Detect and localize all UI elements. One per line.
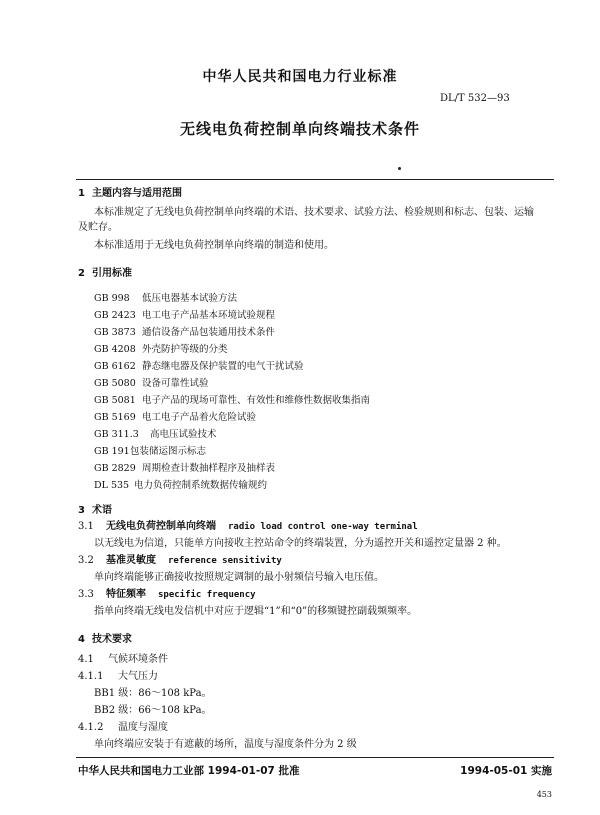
term-3-1-description: 以无线电为信道，只能单方向接收主控站命令的终端装置，分为遥控开关和遥控定量器 2 种。: [94, 538, 507, 549]
reference-standard-row: [94, 324, 275, 338]
term-number: 3.1: [78, 521, 94, 532]
term-3-3-description: 指单向终端无线电发信机中对应于逻辑“1”和“0”的移频键控副载频频率。: [94, 606, 418, 617]
subsection-title: 气候环境条件: [108, 654, 168, 665]
bb1-pressure: BB1 级：86～108 kPa。: [94, 688, 212, 699]
standard-code: GB 6162: [94, 361, 136, 372]
standard-code: GB 5081: [94, 395, 136, 406]
section-1-heading: [78, 184, 182, 199]
bb2-pressure: BB2 级：66～108 kPa。: [94, 705, 212, 716]
reference-standard-row: [94, 375, 209, 389]
implementation-date: 1994-05-01 实施: [460, 765, 552, 777]
term-3-2-description: 单向终端能够正确接收按照规定调制的最小射频信号输入电压值。: [94, 572, 384, 583]
standard-name: 电力负荷控制系统数据传输规约: [134, 480, 268, 491]
reference-standard-row: [94, 392, 370, 406]
term-3-3: [78, 588, 256, 602]
standard-code: GB 191: [94, 446, 130, 457]
reference-standard-row: [94, 307, 275, 321]
section-title: 技术要求: [92, 634, 132, 645]
section-1-paragraph-2: 本标准适用于无线电负荷控制单向终端的制造和使用。: [94, 240, 334, 251]
standard-name: 设备可靠性试验: [142, 378, 209, 389]
standard-name: 通信设备产品包装通用技术条件: [142, 327, 276, 338]
section-2-heading: [78, 264, 132, 279]
reference-standard-row: [94, 341, 228, 355]
term-number: 3.3: [78, 589, 94, 600]
section-number: 1: [78, 188, 85, 199]
section-title: 主题内容与适用范围: [92, 188, 182, 199]
subsection-title: 大气压力: [118, 671, 158, 682]
document-number: DL/T 532—93: [440, 93, 510, 104]
standard-name: 外壳防护等级的分类: [142, 344, 228, 355]
standard-name: 高电压试验技术: [150, 429, 217, 440]
reference-standard-row: [94, 409, 256, 423]
subsection-title: 温度与湿度: [118, 722, 168, 733]
section-number: 2: [78, 268, 85, 279]
standard-code: GB 5169: [94, 412, 136, 423]
subsection-4-1-2-description: 单向终端应安装于有遮蔽的场所，温度与湿度条件分为 2 级: [94, 739, 357, 750]
reference-standard-row: [94, 443, 206, 457]
standard-code: DL 535: [94, 480, 130, 491]
standard-code: GB 2829: [94, 463, 136, 474]
approval-line: 中华人民共和国电力工业部 1994-01-07 批准: [78, 765, 300, 777]
subsection-4-1-2: [78, 721, 168, 735]
subsection-number: 4.1: [78, 654, 94, 665]
ministry-heading: 中华人民共和国电力行业标准: [202, 69, 398, 85]
standard-code: GB 311.3: [94, 429, 139, 440]
term-chinese: 特征频率: [106, 589, 146, 600]
term-3-1: [78, 520, 418, 534]
reference-standard-row: [94, 426, 217, 440]
section-title: 引用标准: [92, 268, 132, 279]
subsection-number: 4.1.2: [78, 722, 104, 733]
standard-code: GB 5080: [94, 378, 136, 389]
reference-standard-row: [94, 358, 304, 372]
section-number: 4: [78, 634, 85, 645]
subsection-number: 4.1.1: [78, 671, 104, 682]
standard-name: 电工电子产品基本环境试验规程: [142, 310, 276, 321]
subsection-4-1-1: [78, 670, 158, 684]
standard-name: 低压电器基本试验方法: [142, 293, 238, 304]
standard-code: GB 4208: [94, 344, 136, 355]
standard-code: GB 998: [94, 293, 130, 304]
reference-standard-row: [94, 460, 275, 474]
standard-name: 电子产品的现场可靠性、有效性和维修性数据收集指南: [142, 395, 371, 406]
standard-code: GB 3873: [94, 327, 136, 338]
standard-name: 周期检查计数抽样程序及抽样表: [142, 463, 276, 474]
reference-standard-row: [94, 477, 267, 491]
section-4-heading: [78, 630, 132, 645]
reference-standard-row: [94, 290, 237, 304]
standard-name: 包装储运图示标志: [130, 446, 207, 457]
subsection-4-1: [78, 653, 168, 667]
standard-name: 电工电子产品着火危险试验: [142, 412, 257, 423]
section-1-paragraph-1-line-2: 及贮存。: [78, 222, 118, 233]
term-number: 3.2: [78, 555, 94, 566]
term-english: specific frequency: [158, 590, 256, 600]
section-title: 术语: [92, 505, 112, 516]
term-english: radio load control one-way terminal: [228, 522, 418, 532]
section-number: 3: [78, 505, 85, 516]
page-number: 453: [536, 790, 552, 799]
section-3-heading: [78, 501, 112, 516]
header-divider: [76, 179, 554, 180]
section-1-paragraph-1-line-1: 本标准规定了无线电负荷控制单向终端的术语、技术要求、试验方法、检验规则和标志、包装、运输: [94, 207, 534, 218]
term-chinese: 无线电负荷控制单向终端: [106, 521, 216, 532]
page-title: 无线电负荷控制单向终端技术条件: [179, 120, 420, 138]
term-3-2: [78, 554, 282, 568]
standard-name: 静态继电器及保护装置的电气干扰试验: [142, 361, 304, 372]
footer-divider: [76, 757, 554, 758]
term-english: reference sensitivity: [168, 556, 282, 566]
term-chinese: 基准灵敏度: [106, 555, 156, 566]
decorative-dot: [398, 167, 401, 170]
standard-code: GB 2423: [94, 310, 136, 321]
